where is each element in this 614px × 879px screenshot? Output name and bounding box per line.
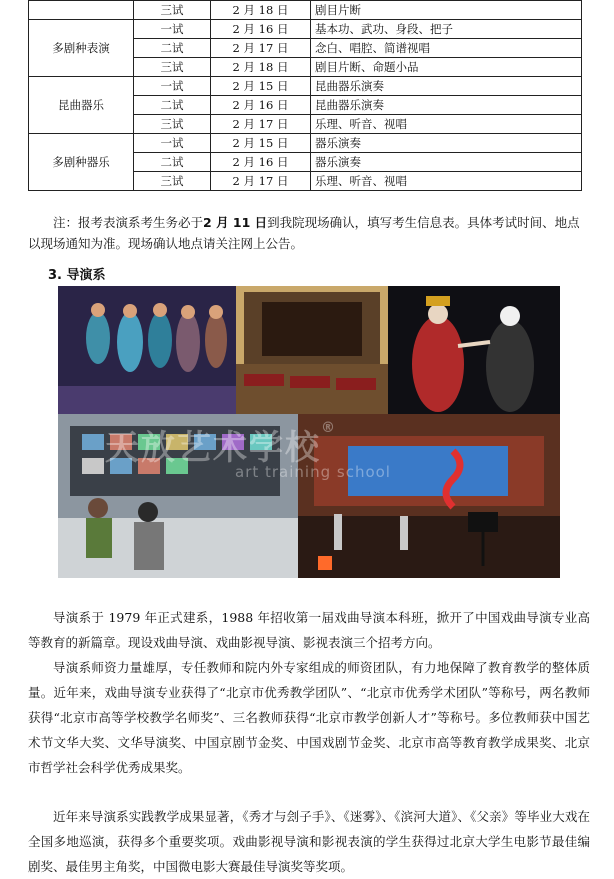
exam-date-cell: 2 月 18 日 bbox=[211, 58, 311, 77]
exam-group-cell: 多剧种器乐 bbox=[29, 134, 134, 191]
dance-performance-photo bbox=[58, 286, 236, 414]
exam-date-cell: 2 月 15 日 bbox=[211, 77, 311, 96]
exam-content-cell: 乐理、听音、视唱 bbox=[311, 172, 582, 191]
paragraph-department-history: 导演系于 1979 年正式建系，1988 年招收第一届戏曲导演本科班，掀开了中国戏曲导演专业高等教育的新篇章。现设戏曲导演、戏曲影视导演、影视表演三个招考方向。 bbox=[28, 610, 590, 650]
note-date-bold: 2 月 11 日 bbox=[203, 215, 268, 230]
exam-schedule-table bbox=[28, 0, 582, 191]
exam-content-cell: 昆曲器乐演奏 bbox=[311, 96, 582, 115]
exam-content-cell: 昆曲器乐演奏 bbox=[311, 77, 582, 96]
collage-svg bbox=[58, 286, 560, 578]
opera-performers-photo bbox=[388, 286, 560, 414]
table-row bbox=[29, 20, 582, 39]
exam-round-cell: 二试 bbox=[134, 39, 211, 58]
exam-round-cell: 三试 bbox=[134, 1, 211, 20]
exam-date-cell: 2 月 16 日 bbox=[211, 20, 311, 39]
exam-round-cell: 一试 bbox=[134, 20, 211, 39]
exam-content-cell: 器乐演奏 bbox=[311, 134, 582, 153]
exam-date-cell: 2 月 17 日 bbox=[211, 115, 311, 134]
exam-round-cell: 二试 bbox=[134, 153, 211, 172]
exam-round-cell: 二试 bbox=[134, 96, 211, 115]
exam-content-cell: 剧目片断 bbox=[311, 1, 582, 20]
exam-content-cell: 念白、唱腔、简谱视唱 bbox=[311, 39, 582, 58]
watermark-registered-mark: ® bbox=[321, 420, 337, 436]
tv-studio-photo bbox=[298, 414, 560, 578]
table-row bbox=[29, 134, 582, 153]
exam-table-body bbox=[29, 1, 582, 191]
registration-note bbox=[28, 212, 588, 254]
note-text-before: 注：报考表演系考生务必于 bbox=[53, 215, 204, 230]
exam-group-cell: 昆曲器乐 bbox=[29, 77, 134, 134]
exam-round-cell: 三试 bbox=[134, 115, 211, 134]
control-room-photo bbox=[58, 414, 298, 578]
directing-photo-collage bbox=[58, 286, 560, 578]
exam-date-cell: 2 月 16 日 bbox=[211, 96, 311, 115]
table-row bbox=[29, 1, 582, 20]
exam-date-cell: 2 月 17 日 bbox=[211, 172, 311, 191]
table-row bbox=[29, 77, 582, 96]
exam-round-cell: 三试 bbox=[134, 172, 211, 191]
watermark-sub-text: art training school bbox=[235, 463, 391, 481]
exam-round-cell: 一试 bbox=[134, 134, 211, 153]
paragraph-achievements: 近年来导演系实践教学成果显著，《秀才与刽子手》、《迷雾》、《滨河大道》、《父亲》等毕业大戏在全国多地巡演，获得多个重要奖项。戏曲影视导演和影视表演的学生获得过北京大学生电影节最佳编剧奖、最佳男主角奖，中国微电影大赛最佳导演奖等奖项。 bbox=[28, 809, 590, 874]
section-title-directing: 3. 导演系 bbox=[48, 268, 106, 283]
exam-date-cell: 2 月 18 日 bbox=[211, 1, 311, 20]
paragraph-faculty: 导演系师资力量雄厚，专任教师和院内外专家组成的师资团队，有力地保障了教育教学的整体质量。近年来，戏曲导演专业获得了“北京市优秀教学团队”、“北京市优秀学术团队”等称号，两名教师获得“北京市高等学校教学名师奖”、三名教师获得“北京市教学创新人才”等称号。多位教师获中国艺术节文华大奖、文华导演奖、中国京剧节金奖、中国戏剧节金奖、北京市高等教育教学成果奖、北京市哲学社会科学优秀成果奖。 bbox=[28, 660, 590, 775]
note-text-after: 到我院现场确认，填写考生信息表。具体考试时间、地点以现场通知为准。现场确认地点请关注网上公告。 bbox=[28, 215, 580, 251]
exam-content-cell: 剧目片断、命题小品 bbox=[311, 58, 582, 77]
exam-date-cell: 2 月 17 日 bbox=[211, 39, 311, 58]
exam-date-cell: 2 月 16 日 bbox=[211, 153, 311, 172]
exam-content-cell: 器乐演奏 bbox=[311, 153, 582, 172]
exam-round-cell: 三试 bbox=[134, 58, 211, 77]
theater-hall-photo bbox=[236, 286, 388, 414]
exam-group-cell bbox=[29, 1, 134, 20]
exam-group-cell: 多剧种表演 bbox=[29, 20, 134, 77]
exam-content-cell: 基本功、武功、身段、把子 bbox=[311, 20, 582, 39]
watermark-main-text: 天放艺术学校 bbox=[105, 428, 321, 468]
exam-date-cell: 2 月 15 日 bbox=[211, 134, 311, 153]
exam-content-cell: 乐理、听音、视唱 bbox=[311, 115, 582, 134]
exam-round-cell: 一试 bbox=[134, 77, 211, 96]
